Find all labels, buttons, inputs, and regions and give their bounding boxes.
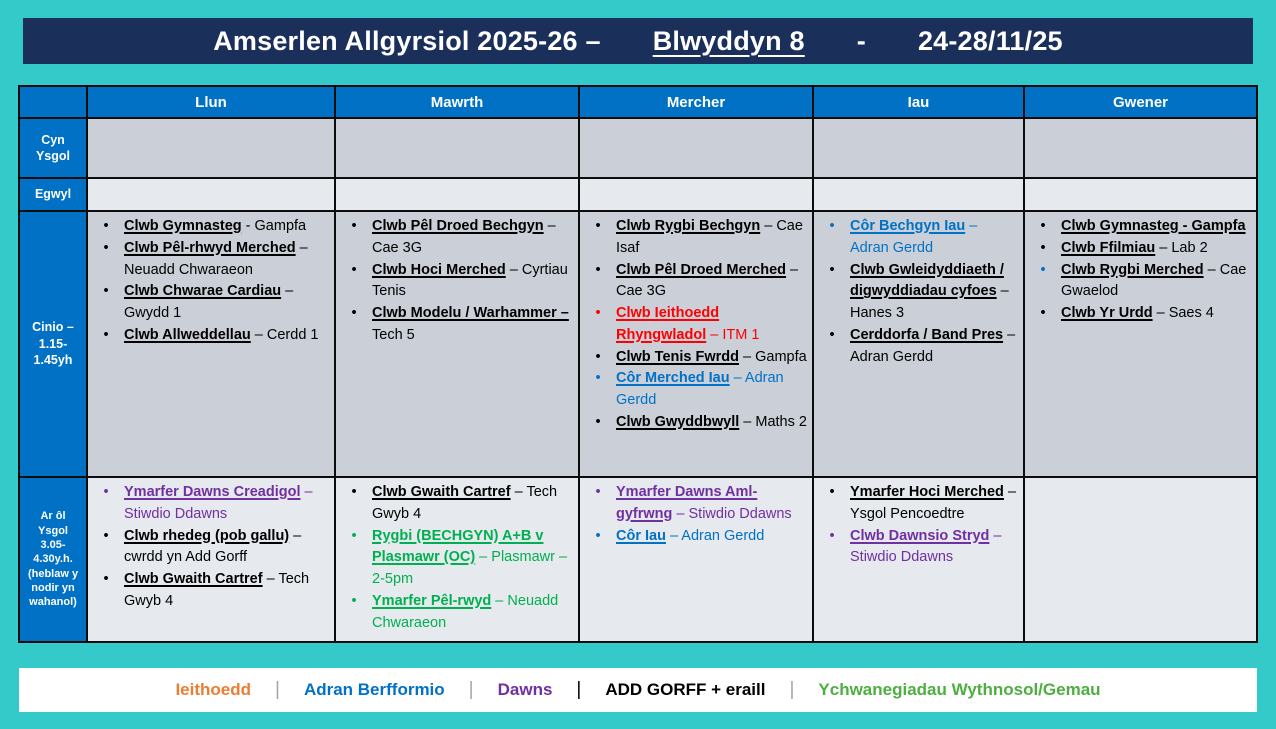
bullet-icon: • <box>1040 261 1046 278</box>
timetable-cell <box>580 212 812 476</box>
bullet-icon: • <box>595 218 601 234</box>
activity-name: Clwb Hoci Merched <box>372 261 506 278</box>
timetable-cell <box>580 179 812 210</box>
bullet-icon: • <box>103 326 109 343</box>
activity-text <box>850 216 1021 260</box>
activity-text <box>616 368 810 412</box>
activity-text <box>372 260 576 304</box>
timetable-cell <box>336 212 578 476</box>
activity-name: Clwb Rygbi Bechgyn <box>616 218 761 234</box>
activity-name: Ymarfer Dawns Aml-gyfrwng <box>616 484 758 522</box>
activity-name: Clwb Chwarae Cardiau <box>124 283 282 300</box>
day-header-mawrth: Mawrth <box>336 87 578 117</box>
timetable-cell <box>814 119 1023 177</box>
corner-cell <box>20 87 86 117</box>
timetable-cell <box>88 478 334 641</box>
day-header-iau: Iau <box>814 87 1023 117</box>
bullet-icon: • <box>103 218 109 234</box>
activity-text <box>124 526 332 570</box>
activity-name: Clwb Gwaith Cartref <box>124 571 263 587</box>
activity-item <box>580 347 810 369</box>
activity-text <box>850 526 1021 570</box>
bullet-icon: • <box>595 484 601 500</box>
activity-text <box>124 216 332 238</box>
timetable-cell <box>814 212 1023 476</box>
bullet-icon: • <box>1040 218 1046 234</box>
bullet-icon: • <box>829 218 835 234</box>
legend-divider: | <box>576 679 582 700</box>
activity-text <box>850 325 1021 369</box>
activity-name: Clwb Gymnasteg - Gampfa <box>1061 218 1246 234</box>
row-label: Egwyl <box>20 179 86 210</box>
activity-name: Clwb Pêl Droed Bechgyn <box>372 218 544 234</box>
timetable-cell <box>336 179 578 210</box>
bullet-icon: • <box>829 261 835 278</box>
row-label: Ar ôl Ysgol 3.05- 4.30y.h. (heblaw y nodir yn wahanol) <box>20 478 86 641</box>
bullet-icon: • <box>829 326 835 343</box>
legend-divider: | <box>789 679 795 700</box>
legend-item: Adran Berfformio <box>303 680 445 699</box>
activity-text <box>616 347 810 369</box>
activity-text <box>850 482 1021 526</box>
title-prefix: Amserlen Allgyrsiol 2025-26 – <box>213 25 601 56</box>
activity-location: – Saes 4 <box>1152 305 1214 321</box>
legend-divider: | <box>275 679 280 700</box>
activity-location: – Adran Gerdd <box>850 326 1016 365</box>
activity-location: – Stiwdio Ddawns <box>850 527 1002 566</box>
activity-text <box>372 216 576 260</box>
bullet-icon: • <box>103 239 109 256</box>
activity-name: Cerddorfa / Band Pres <box>850 326 1004 343</box>
day-header-llun: Llun <box>88 87 334 117</box>
bullet-icon: • <box>595 527 601 544</box>
activity-location: – Tech Gwyb 4 <box>372 484 558 522</box>
activity-item <box>336 260 576 304</box>
activity-text <box>850 260 1021 325</box>
activity-location: – ITM 1 <box>706 326 760 343</box>
activity-item <box>88 526 332 570</box>
activity-name: Clwb Allweddellau <box>124 326 251 343</box>
activity-item <box>814 325 1021 369</box>
activity-name: Clwb Tenis Fwrdd <box>616 348 739 365</box>
timetable-cell <box>580 119 812 177</box>
activity-location: – Cae 3G <box>616 261 799 300</box>
timetable-cell <box>814 179 1023 210</box>
activity-name: Clwb rhedeg (pob gallu) <box>124 527 290 544</box>
bullet-icon: • <box>103 527 109 544</box>
legend-item: Dawns <box>497 680 553 699</box>
bullet-icon: • <box>351 592 357 609</box>
bullet-icon: • <box>103 571 109 587</box>
bullet-icon: • <box>351 218 357 234</box>
activity-text <box>124 569 332 613</box>
activity-name: Clwb Modelu / Warhammer – <box>372 305 569 321</box>
activity-location: – Neuadd Chwaraeon <box>372 592 559 631</box>
legend-item: Ieithoedd <box>175 680 251 699</box>
timetable-cell <box>580 478 812 641</box>
activity-name: Clwb Gwyddbwyll <box>616 413 740 430</box>
activity-location: - Gampfa <box>241 218 307 234</box>
activity-text <box>124 281 332 325</box>
day-header-gwener: Gwener <box>1025 87 1256 117</box>
timetable-cell <box>814 478 1023 641</box>
activity-name: Clwb Yr Urdd <box>1061 305 1153 321</box>
activity-name: Clwb Dawnsio Stryd <box>850 527 990 544</box>
activity-item <box>814 260 1021 325</box>
activity-location: – Neuadd Chwaraeon <box>124 239 308 278</box>
bullet-icon: • <box>103 283 109 300</box>
timetable-cell <box>336 478 578 641</box>
activity-item <box>580 216 810 260</box>
timetable <box>18 85 1258 643</box>
legend-bar <box>19 668 1257 712</box>
activity-location: – Maths 2 <box>739 413 807 430</box>
activity-text <box>616 303 810 347</box>
activity-item <box>814 482 1021 526</box>
activity-name: Clwb Ffilmiau <box>1061 239 1156 256</box>
activity-name: Clwb Gymnasteg <box>124 218 242 234</box>
bullet-icon: • <box>595 305 601 321</box>
activity-item <box>1025 303 1254 325</box>
activity-location: – Adran Gerdd <box>850 218 978 256</box>
activity-item <box>336 526 576 591</box>
activity-item <box>580 526 810 548</box>
legend-item: Ychwanegiadau Wythnosol/Gemau <box>818 680 1101 699</box>
activity-name: Clwb Ieithoedd Rhyngwladol <box>616 305 720 343</box>
day-header-mercher: Mercher <box>580 87 812 117</box>
activity-name: Clwb Rygbi Merched <box>1061 261 1204 278</box>
activity-item <box>88 482 332 526</box>
title-separator: - <box>856 25 866 56</box>
activity-text <box>1061 216 1254 238</box>
timetable-cell <box>336 119 578 177</box>
row-label: Cyn Ysgol <box>20 119 86 177</box>
timetable-cell <box>1025 212 1256 476</box>
activity-text <box>124 238 332 282</box>
row-label: Cinio – 1.15- 1.45yh <box>20 212 86 476</box>
bullet-icon: • <box>829 484 835 500</box>
activity-location: – Cae Isaf <box>616 218 803 256</box>
activity-item <box>1025 260 1254 304</box>
activity-item <box>336 482 576 526</box>
activity-item <box>88 281 332 325</box>
activity-name: Ymarfer Hoci Merched <box>850 484 1004 500</box>
activity-text <box>372 482 576 526</box>
activity-name: Clwb Gwaith Cartref <box>372 484 511 500</box>
bullet-icon: • <box>1040 239 1046 256</box>
activity-item <box>580 368 810 412</box>
timetable-cell <box>1025 179 1256 210</box>
activity-text <box>616 482 810 526</box>
timetable-cell <box>1025 478 1256 641</box>
activity-name: Rygbi (BECHGYN) A+B v Plasmawr (OC) <box>372 527 544 566</box>
activity-location: – Stiwdio Ddawns <box>124 484 313 522</box>
activity-item <box>580 260 810 304</box>
activity-name: Côr Bechgyn Iau <box>850 218 966 234</box>
bullet-icon: • <box>595 370 601 387</box>
activity-name: Côr Iau <box>616 527 666 544</box>
activity-text <box>1061 303 1254 325</box>
activity-location: Tech 5 <box>372 326 415 343</box>
timetable-cell <box>88 179 334 210</box>
activity-item <box>88 325 332 347</box>
timetable-cell <box>88 119 334 177</box>
activity-text <box>616 260 810 304</box>
bullet-icon: • <box>829 527 835 544</box>
activity-item <box>336 591 576 635</box>
activity-name: Clwb Gwleidyddiaeth / digwyddiadau cyfoes <box>850 261 1004 300</box>
activity-name: Ymarfer Pêl-rwyd <box>372 592 492 609</box>
activity-text <box>616 526 810 548</box>
activity-location: – Adran Gerdd <box>665 527 765 544</box>
legend-item: ADD GORFF + eraill <box>605 680 766 699</box>
activity-item <box>88 238 332 282</box>
activity-item <box>814 216 1021 260</box>
activity-text <box>1061 260 1254 304</box>
activity-location: – Gwydd 1 <box>124 283 294 321</box>
activity-item <box>1025 216 1254 238</box>
activity-location: – Gampfa <box>738 348 807 365</box>
activity-text <box>124 482 332 526</box>
activity-item <box>814 526 1021 570</box>
timetable-cell <box>1025 119 1256 177</box>
activity-location: – Tech Gwyb 4 <box>124 571 310 609</box>
bullet-icon: • <box>351 527 357 544</box>
activity-item <box>1025 238 1254 260</box>
activity-location: – Ysgol Pencoedtre <box>850 484 1017 522</box>
activity-item <box>336 303 576 347</box>
bullet-icon: • <box>351 261 357 278</box>
activity-text <box>1061 238 1254 260</box>
activity-text <box>616 216 810 260</box>
activity-location: – cwrdd yn Add Gorff <box>124 527 302 566</box>
activity-text <box>616 412 810 434</box>
title-dates: 24-28/11/25 <box>917 25 1063 56</box>
bullet-icon: • <box>351 484 357 500</box>
title-year: Blwyddyn 8 <box>652 25 805 56</box>
activity-text <box>124 325 332 347</box>
activity-name: Clwb Pêl Droed Merched <box>616 261 787 278</box>
bullet-icon: • <box>595 348 601 365</box>
activity-name: Ymarfer Dawns Creadigol <box>124 484 301 500</box>
bullet-icon: • <box>595 413 601 430</box>
activity-text <box>372 591 576 635</box>
bullet-icon: • <box>595 261 601 278</box>
activity-location: – Lab 2 <box>1155 239 1208 256</box>
activity-location: – Stiwdio Ddawns <box>672 505 792 522</box>
activity-item <box>580 482 810 526</box>
bullet-icon: • <box>351 305 357 321</box>
activity-location: – Cerdd 1 <box>250 326 319 343</box>
activity-text <box>372 526 576 591</box>
activity-item <box>336 216 576 260</box>
activity-location: – Cyrtiau Tenis <box>372 261 568 300</box>
activity-location: – Adran Gerdd <box>616 370 784 408</box>
activity-location: – Plasmawr – 2-5pm <box>372 549 568 587</box>
activity-name: Côr Merched Iau <box>616 370 730 387</box>
legend-divider: | <box>468 679 474 700</box>
activity-item <box>580 412 810 434</box>
activity-name: Clwb Pêl-rhwyd Merched <box>124 239 296 256</box>
bullet-icon: • <box>1040 305 1046 321</box>
activity-item <box>88 569 332 613</box>
activity-location: – Hanes 3 <box>850 283 1009 321</box>
bullet-icon: • <box>103 484 109 500</box>
activity-text <box>372 303 576 347</box>
activity-item <box>580 303 810 347</box>
title-bar <box>23 18 1253 64</box>
activity-item <box>88 216 332 238</box>
activity-location: – Cae 3G <box>372 218 556 256</box>
timetable-cell <box>88 212 334 476</box>
activity-location: – Cae Gwaelod <box>1061 261 1247 300</box>
